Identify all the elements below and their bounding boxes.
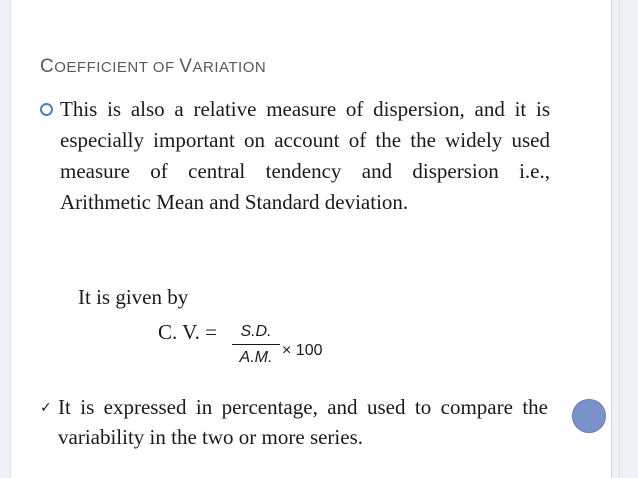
left-edge-decoration [0, 0, 11, 478]
bullet-text-1: This is also a relative measure of dispersion, and it is especially important on account of the the widely used measure of central tendency and dispersion i.e., Arithmetic Mean and Standard deviation. [60, 97, 550, 214]
formula-numerator: S.D. [240, 323, 272, 340]
given-by-text: It is given by [78, 285, 189, 309]
bullet-list-2 [40, 392, 550, 452]
cv-formula [158, 320, 358, 380]
bullet-item-1 [40, 94, 550, 218]
formula-lhs: C. V. = [158, 320, 217, 344]
bullet-text-2: It is expressed in percentage, and used to compare the variability in the two or more series. [58, 395, 548, 449]
title-cap-2: V [179, 56, 193, 77]
formula-multiplier: × 100 [282, 342, 323, 359]
right-edge-decoration [611, 0, 638, 478]
title-smallcaps-2: ARIATION [192, 59, 267, 76]
bullet-list-1 [40, 94, 550, 218]
slide-title [40, 56, 266, 78]
title-smallcaps-1: OEFFICIENT OF [54, 59, 180, 76]
formula-fraction [232, 322, 280, 368]
title-cap-1: C [40, 56, 55, 77]
formula-denominator: A.M. [239, 349, 273, 366]
checkmark-icon: ✓ [40, 400, 52, 416]
circle-nav-icon[interactable] [572, 399, 606, 433]
bullet-item-2 [40, 392, 550, 452]
fraction-line [232, 344, 280, 345]
ring-bullet-icon [40, 103, 53, 116]
right-edge-line [619, 0, 620, 478]
